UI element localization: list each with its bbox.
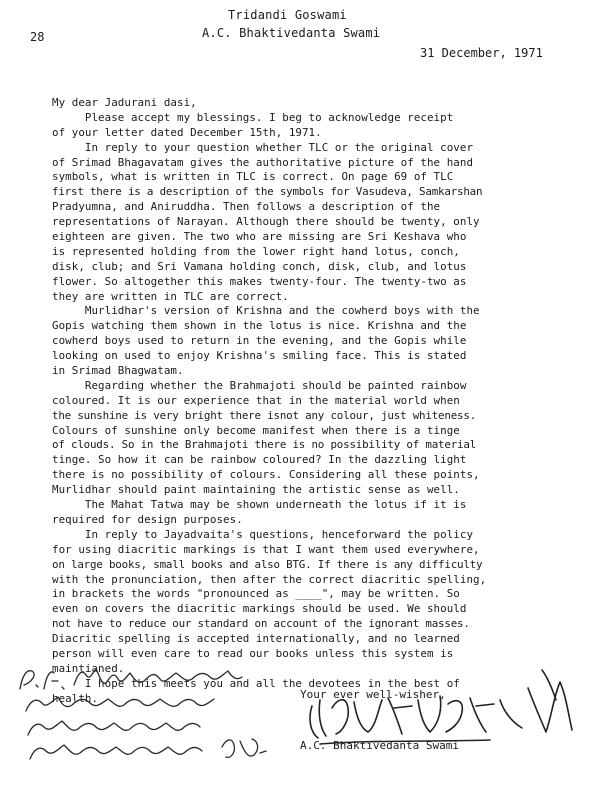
body-line: for using diacritic markings is that I want them used everywhere, bbox=[52, 542, 480, 556]
body-line: of clouds. So in the Brahmajoti there is no possibility of material bbox=[52, 438, 477, 452]
letter-date: 31 December, 1971 bbox=[420, 46, 543, 60]
body-line: person will even care to read our books unless this system is bbox=[52, 646, 454, 660]
closing-salutation: Your ever well-wisher, bbox=[300, 688, 446, 701]
body-line: Colours of sunshine only become manifest when there is a tinge bbox=[52, 423, 460, 437]
body-line: symbols, what is written in TLC is correct. On page 69 of TLC bbox=[52, 170, 454, 184]
body-line: Please accept my blessings. I beg to acknowledge receipt bbox=[52, 110, 454, 124]
body-line: required for design purposes. bbox=[52, 512, 243, 526]
body-line: disk, club; and Sri Vamana holding conch, disk, club, and lotus bbox=[52, 259, 467, 273]
body-line: there is no possibility of colours. Considering all these points, bbox=[52, 468, 480, 482]
body-line: in Srimad Bhagwatam. bbox=[52, 364, 184, 378]
body-line: I hope this meets you and all the devotees in the best of bbox=[52, 676, 460, 690]
closing-name: A.C. Bhaktivedanta Swami bbox=[300, 739, 459, 752]
body-line: in brackets the words "pronounced as ____", may be written. So bbox=[52, 587, 460, 601]
body-line: cowherd boys used to return in the evening, and the Gopis while bbox=[52, 334, 467, 348]
body-line: Murlidhar should paint maintaining the artistic sense as well. bbox=[52, 483, 460, 497]
body-line: Gopis watching them shown in the lotus is nice. Krishna and the bbox=[52, 319, 467, 333]
body-line: My dear Jadurani dasi, bbox=[52, 96, 197, 109]
body-line: on large books, small books and also BTG. If there is any difficulty bbox=[52, 557, 483, 571]
body-line: coloured. It is our experience that in the material world when bbox=[52, 393, 460, 407]
body-line: health. bbox=[52, 691, 99, 705]
body-line: first there is a description of the symbols for Vasudeva, Samkarshan bbox=[52, 185, 483, 199]
body-line: the sunshine is very bright there isnot any colour, just whiteness. bbox=[52, 408, 477, 422]
body-line: they are written in TLC are correct. bbox=[52, 289, 289, 303]
letterhead-name: A.C. Bhaktivedanta Swami bbox=[202, 26, 381, 40]
body-line: not have to reduce our standard on account of the ignorant masses. bbox=[52, 617, 470, 631]
body-line: tinge. So how it can be rainbow coloured? In the dazzling light bbox=[52, 453, 467, 467]
body-line: of Srimad Bhagavatam gives the authoritative picture of the hand bbox=[52, 155, 474, 169]
body-line: eighteen are given. The two who are missing are Sri Keshava who bbox=[52, 230, 467, 244]
page-number: 28 bbox=[30, 30, 45, 44]
body-line: is represented holding from the lower right hand lotus, conch, bbox=[52, 244, 460, 258]
handwritten-postscript bbox=[14, 655, 284, 775]
body-line: Diacritic spelling is accepted internationally, and no learned bbox=[52, 632, 460, 646]
body-line: In reply to Jayadvaita's questions, henceforward the policy bbox=[52, 527, 474, 541]
body-line: Regarding whether the Brahmajoti should be painted rainbow bbox=[52, 378, 467, 392]
letter-body bbox=[52, 96, 602, 707]
body-line: of your letter dated December 15th, 1971. bbox=[52, 125, 322, 139]
body-line: maintianed. bbox=[52, 661, 125, 675]
body-line: looking on used to enjoy Krishna's smiling face. This is stated bbox=[52, 349, 467, 363]
body-line: In reply to your question whether TLC or the original cover bbox=[52, 140, 474, 154]
letterhead-title: Tridandi Goswami bbox=[228, 8, 347, 22]
body-line: even on covers the diacritic markings should be used. We should bbox=[52, 602, 467, 616]
body-line: representations of Narayan. Although there should be twenty, only bbox=[52, 215, 480, 229]
body-line: Murlidhar's version of Krishna and the cowherd boys with the bbox=[52, 304, 480, 318]
body-line: Pradyumna, and Aniruddha. Then follows a description of the bbox=[52, 200, 441, 214]
body-line: The Mahat Tatwa may be shown underneath the lotus if it is bbox=[52, 498, 467, 512]
body-line: with the pronunciation, then after the correct diacritic spelling, bbox=[52, 572, 487, 586]
body-line: flower. So altogether this makes twenty-four. The twenty-two as bbox=[52, 274, 467, 288]
